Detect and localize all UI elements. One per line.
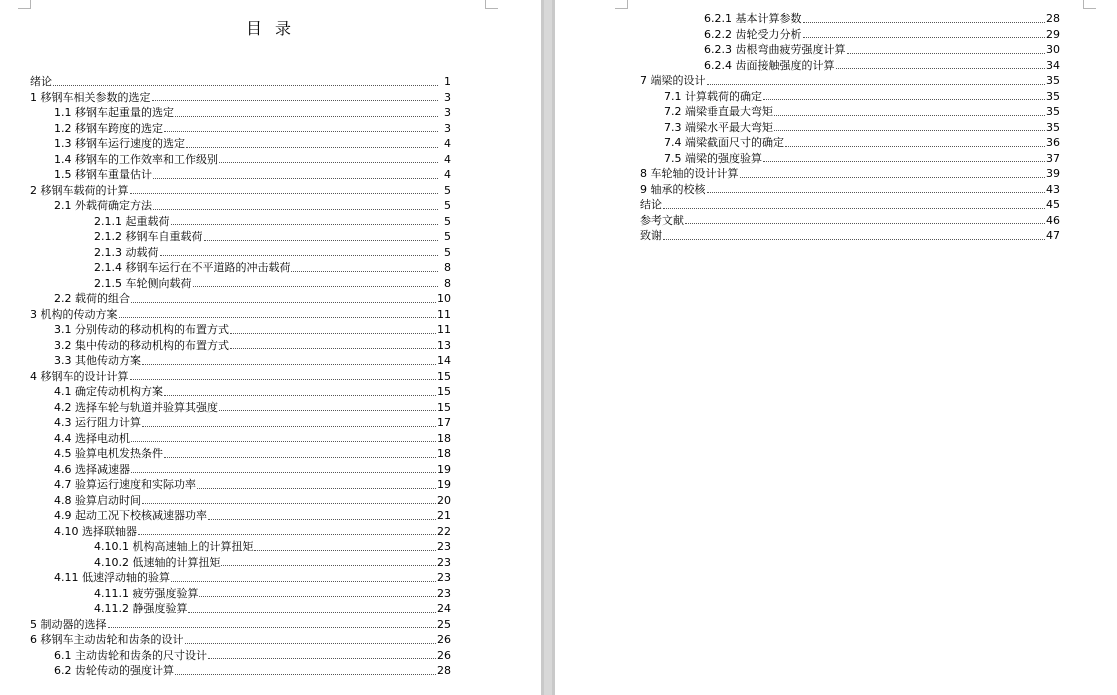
corner-crop-mark [18, 0, 31, 9]
toc-entry[interactable] [640, 104, 1060, 120]
toc-page-number: 26 [437, 633, 451, 646]
toc-entry-title: 参考文献 [640, 213, 684, 227]
toc-entry[interactable] [30, 663, 451, 679]
dot-leader [836, 68, 1046, 69]
toc-page-number: 8 [444, 276, 451, 290]
dot-leader [291, 271, 438, 272]
toc-page-number: 3 [444, 106, 451, 119]
toc-page-number: 11 [437, 323, 451, 336]
toc-entry-title: 9 轴承的校核 [640, 182, 706, 196]
page-gutter [541, 0, 555, 695]
toc-page-number: 22 [437, 524, 451, 538]
toc-entry[interactable] [30, 105, 451, 121]
toc-entry[interactable] [30, 524, 451, 540]
toc-entry-title: 2.1.3 动载荷 [94, 245, 159, 259]
toc-entry[interactable] [30, 617, 451, 633]
toc-entry-title: 7.1 计算载荷的确定 [664, 89, 762, 103]
toc-entry[interactable] [30, 477, 451, 493]
toc-entry-title: 2.2 载荷的组合 [54, 292, 130, 305]
dot-leader [119, 317, 437, 318]
toc-entry[interactable] [30, 446, 451, 462]
dot-leader [199, 596, 436, 597]
toc-entry-title: 4 移钢车的设计计算 [30, 369, 129, 383]
toc-entry[interactable] [30, 167, 451, 183]
toc-entry-title: 4.9 起动工况下校核减速器功率 [54, 509, 207, 522]
dot-leader [108, 627, 437, 628]
toc-entry[interactable] [30, 322, 451, 338]
toc-entry[interactable] [30, 648, 451, 664]
toc-entry[interactable] [640, 58, 1060, 74]
toc-entry-title: 2 移钢车载荷的计算 [30, 183, 129, 197]
toc-page-number: 36 [1046, 136, 1060, 149]
toc-page-number: 5 [444, 183, 451, 197]
toc-entry-title: 4.10.1 机构高速轴上的计算扭矩 [94, 540, 254, 553]
toc-entry[interactable] [640, 120, 1060, 136]
dot-leader [153, 209, 438, 210]
toc-entry-title: 2.1.1 起重载荷 [94, 214, 170, 228]
toc-page-number: 4 [444, 152, 451, 166]
toc-entry-title: 6.1 主动齿轮和齿条的尺寸设计 [54, 648, 207, 662]
toc-entry-title: 8 车轮轴的设计计算 [640, 167, 739, 180]
toc-entry-title: 7 端梁的设计 [640, 74, 706, 87]
dot-leader [219, 410, 436, 411]
dot-leader [185, 643, 437, 644]
toc-entry[interactable] [30, 260, 451, 276]
dot-leader [53, 85, 438, 86]
toc-page-number: 28 [437, 664, 451, 677]
toc-entry[interactable] [30, 570, 451, 586]
dot-leader [785, 146, 1045, 147]
toc-page-number: 13 [437, 338, 451, 352]
toc-page-number: 4 [444, 168, 451, 181]
dot-leader [663, 208, 1045, 209]
toc-page-number: 23 [437, 540, 451, 553]
toc-entry-title: 致谢 [640, 229, 662, 242]
toc-page-number: 10 [437, 292, 451, 305]
dot-leader [153, 178, 438, 179]
toc-entry-title: 1.1 移钢车起重量的选定 [54, 106, 174, 119]
dot-leader [130, 379, 437, 380]
dot-leader [847, 53, 1046, 54]
dot-leader [175, 116, 438, 117]
toc-page-number: 23 [437, 586, 451, 600]
toc-entry[interactable] [30, 198, 451, 214]
toc-entry-title: 绪论 [30, 75, 52, 88]
dot-leader [685, 223, 1045, 224]
dot-leader [171, 224, 439, 225]
toc-page-number: 21 [437, 509, 451, 522]
dot-leader [221, 565, 436, 566]
dot-leader [707, 84, 1046, 85]
toc-entry[interactable] [640, 182, 1060, 198]
toc-page-number: 4 [444, 137, 451, 150]
toc-entry-title: 6 移钢车主动齿轮和齿条的设计 [30, 633, 184, 646]
toc-entry[interactable] [30, 121, 451, 137]
toc-page-number: 46 [1046, 213, 1060, 227]
toc-entry-title: 4.1 确定传动机构方案 [54, 385, 163, 398]
toc-entry[interactable] [30, 555, 451, 571]
toc-entry[interactable] [30, 183, 451, 199]
dot-leader [763, 161, 1045, 162]
toc-entry[interactable] [30, 493, 451, 509]
toc-page-number: 5 [444, 199, 451, 212]
toc-page-number: 47 [1046, 229, 1060, 242]
corner-crop-mark [485, 0, 498, 9]
toc-page-number: 18 [437, 431, 451, 445]
toc-entry[interactable] [30, 415, 451, 431]
toc-page-number: 8 [444, 261, 451, 274]
dot-leader [254, 550, 436, 551]
toc-page-number: 5 [444, 230, 451, 243]
toc-entry[interactable] [30, 291, 451, 307]
toc-entry-title: 1.4 移钢车的工作效率和工作级别 [54, 152, 218, 166]
dot-leader [142, 503, 436, 504]
toc-entry-title: 4.2 选择车轮与轨道并验算其强度 [54, 400, 218, 414]
dot-leader [164, 131, 438, 132]
toc-entry-title: 3 机构的传动方案 [30, 307, 118, 321]
table-of-contents-continued [640, 11, 1060, 244]
dot-leader [131, 302, 436, 303]
toc-entry[interactable] [30, 586, 451, 602]
toc-entry[interactable] [30, 369, 451, 385]
dot-leader [142, 426, 436, 427]
dot-leader [193, 286, 439, 287]
toc-entry[interactable] [30, 539, 451, 555]
toc-entry-title: 4.11.2 静强度验算 [94, 602, 188, 615]
toc-entry[interactable] [640, 73, 1060, 89]
toc-entry-title: 1.3 移钢车运行速度的选定 [54, 137, 185, 150]
toc-page-number: 15 [437, 400, 451, 414]
toc-page-number: 3 [444, 121, 451, 135]
toc-entry[interactable] [30, 508, 451, 524]
toc-page-number: 18 [437, 447, 451, 460]
toc-entry[interactable] [30, 90, 451, 106]
toc-entry[interactable] [30, 601, 451, 617]
toc-entry-title: 3.3 其他传动方案 [54, 354, 141, 367]
corner-crop-mark [615, 0, 628, 9]
toc-page-number: 34 [1046, 58, 1060, 72]
toc-entry-title: 4.6 选择减速器 [54, 462, 130, 476]
dot-leader [138, 534, 436, 535]
toc-page-number: 29 [1046, 27, 1060, 41]
toc-entry-title: 1 移钢车相关参数的选定 [30, 90, 151, 104]
toc-page-number: 25 [437, 617, 451, 631]
toc-page-number: 39 [1046, 167, 1060, 180]
table-of-contents [30, 74, 451, 679]
toc-entry[interactable] [640, 213, 1060, 229]
toc-page-number: 35 [1046, 105, 1060, 118]
dot-leader [164, 457, 436, 458]
dot-leader [230, 348, 436, 349]
toc-entry[interactable] [30, 632, 451, 648]
dot-leader [663, 239, 1045, 240]
dot-leader [164, 395, 436, 396]
dot-leader [131, 472, 436, 473]
toc-entry-title: 7.4 端梁截面尺寸的确定 [664, 136, 784, 149]
toc-entry[interactable] [640, 42, 1060, 58]
dot-leader [803, 22, 1046, 23]
toc-entry-title: 结论 [640, 198, 662, 211]
toc-page-number: 15 [437, 385, 451, 398]
toc-entry-title: 6.2.1 基本计算参数 [704, 12, 802, 25]
toc-entry[interactable] [30, 276, 451, 292]
toc-page-number: 19 [437, 462, 451, 476]
toc-entry-title: 6.2.3 齿根弯曲疲劳强度计算 [704, 43, 846, 56]
toc-entry[interactable] [30, 384, 451, 400]
toc-page-number: 5 [444, 214, 451, 228]
toc-page-number: 35 [1046, 89, 1060, 103]
toc-entry-title: 7.3 端梁水平最大弯矩 [664, 120, 773, 134]
dot-leader [197, 488, 436, 489]
corner-crop-mark [1083, 0, 1096, 9]
toc-page-number: 45 [1046, 198, 1060, 211]
dot-leader [763, 99, 1045, 100]
toc-entry-title: 5 制动器的选择 [30, 617, 107, 631]
toc-entry[interactable] [30, 431, 451, 447]
toc-page-number: 28 [1046, 12, 1060, 25]
document-page-left [0, 0, 541, 695]
dot-leader [774, 130, 1045, 131]
toc-page-number: 15 [437, 369, 451, 383]
dot-leader [131, 441, 436, 442]
toc-entry[interactable] [640, 166, 1060, 182]
toc-entry-title: 6.2.4 齿面接触强度的计算 [704, 58, 835, 72]
toc-page-number: 23 [437, 571, 451, 584]
toc-entry[interactable] [30, 338, 451, 354]
toc-entry-title: 2.1 外载荷确定方法 [54, 199, 152, 212]
dot-leader [130, 193, 439, 194]
toc-entry[interactable] [30, 353, 451, 369]
dot-leader [175, 674, 436, 675]
toc-entry[interactable] [640, 89, 1060, 105]
dot-leader [707, 192, 1046, 193]
toc-page-number: 17 [437, 416, 451, 429]
toc-entry-title: 1.5 移钢车重量估计 [54, 168, 152, 181]
toc-entry-title: 3.2 集中传动的移动机构的布置方式 [54, 338, 229, 352]
dot-leader [208, 519, 436, 520]
toc-page-number: 30 [1046, 43, 1060, 56]
toc-page-number: 35 [1046, 74, 1060, 87]
toc-page-number: 1 [444, 75, 451, 88]
toc-page-number: 19 [437, 478, 451, 491]
toc-entry[interactable] [640, 11, 1060, 27]
toc-entry-title: 7.2 端梁垂直最大弯矩 [664, 105, 773, 118]
toc-entry[interactable] [30, 214, 451, 230]
toc-page-number: 20 [437, 493, 451, 507]
toc-page-number: 11 [437, 307, 451, 321]
toc-page-number: 26 [437, 648, 451, 662]
dot-leader [160, 255, 439, 256]
toc-entry-title: 4.3 运行阻力计算 [54, 416, 141, 429]
toc-entry[interactable] [30, 136, 451, 152]
toc-entry[interactable] [30, 462, 451, 478]
toc-entry[interactable] [640, 135, 1060, 151]
toc-page-number: 14 [437, 354, 451, 367]
toc-entry-title: 6.2 齿轮传动的强度计算 [54, 664, 174, 677]
toc-entry-title: 4.11 低速浮动轴的验算 [54, 571, 170, 584]
toc-entry-title: 4.11.1 疲劳强度验算 [94, 586, 199, 600]
toc-page-number: 43 [1046, 182, 1060, 196]
document-page-right [555, 0, 1117, 695]
dot-leader [186, 147, 438, 148]
toc-entry[interactable] [30, 229, 451, 245]
toc-heading: 目 录 [245, 19, 296, 38]
toc-entry-title: 4.10.2 低速轴的计算扭矩 [94, 555, 221, 569]
toc-entry[interactable] [30, 245, 451, 261]
dot-leader [171, 581, 436, 582]
toc-entry[interactable] [640, 197, 1060, 213]
toc-entry-title: 4.5 验算电机发热条件 [54, 447, 163, 460]
dot-leader [152, 100, 439, 101]
toc-entry-title: 1.2 移钢车跨度的选定 [54, 121, 163, 135]
dot-leader [204, 240, 439, 241]
dot-leader [208, 658, 436, 659]
toc-entry-title: 4.10 选择联轴器 [54, 524, 137, 538]
dot-leader [230, 333, 436, 334]
toc-entry-title: 4.7 验算运行速度和实际功率 [54, 478, 196, 491]
toc-page-number: 3 [444, 90, 451, 104]
toc-page-number: 37 [1046, 151, 1060, 165]
toc-entry[interactable] [30, 152, 451, 168]
toc-entry-title: 2.1.4 移钢车运行在不平道路的冲击载荷 [94, 261, 291, 274]
toc-entry-title: 3.1 分别传动的移动机构的布置方式 [54, 323, 229, 336]
toc-entry[interactable] [640, 151, 1060, 167]
dot-leader [803, 37, 1046, 38]
toc-entry-title: 6.2.2 齿轮受力分析 [704, 27, 802, 41]
toc-entry-title: 4.4 选择电动机 [54, 431, 130, 445]
dot-leader [142, 364, 436, 365]
dot-leader [774, 115, 1045, 116]
dot-leader [740, 177, 1046, 178]
toc-entry[interactable] [30, 74, 451, 90]
toc-entry-title: 2.1.5 车轮侧向载荷 [94, 276, 192, 290]
dot-leader [219, 162, 438, 163]
toc-entry-title: 4.8 验算启动时间 [54, 493, 141, 507]
toc-page-number: 23 [437, 555, 451, 569]
toc-page-number: 5 [444, 245, 451, 259]
toc-entry[interactable] [640, 27, 1060, 43]
dot-leader [188, 612, 436, 613]
toc-entry-title: 7.5 端梁的强度验算 [664, 151, 762, 165]
toc-entry[interactable] [640, 228, 1060, 244]
toc-page-number: 35 [1046, 120, 1060, 134]
toc-entry[interactable] [30, 400, 451, 416]
toc-entry-title: 2.1.2 移钢车自重载荷 [94, 230, 203, 243]
toc-entry[interactable] [30, 307, 451, 323]
toc-page-number: 24 [437, 602, 451, 615]
